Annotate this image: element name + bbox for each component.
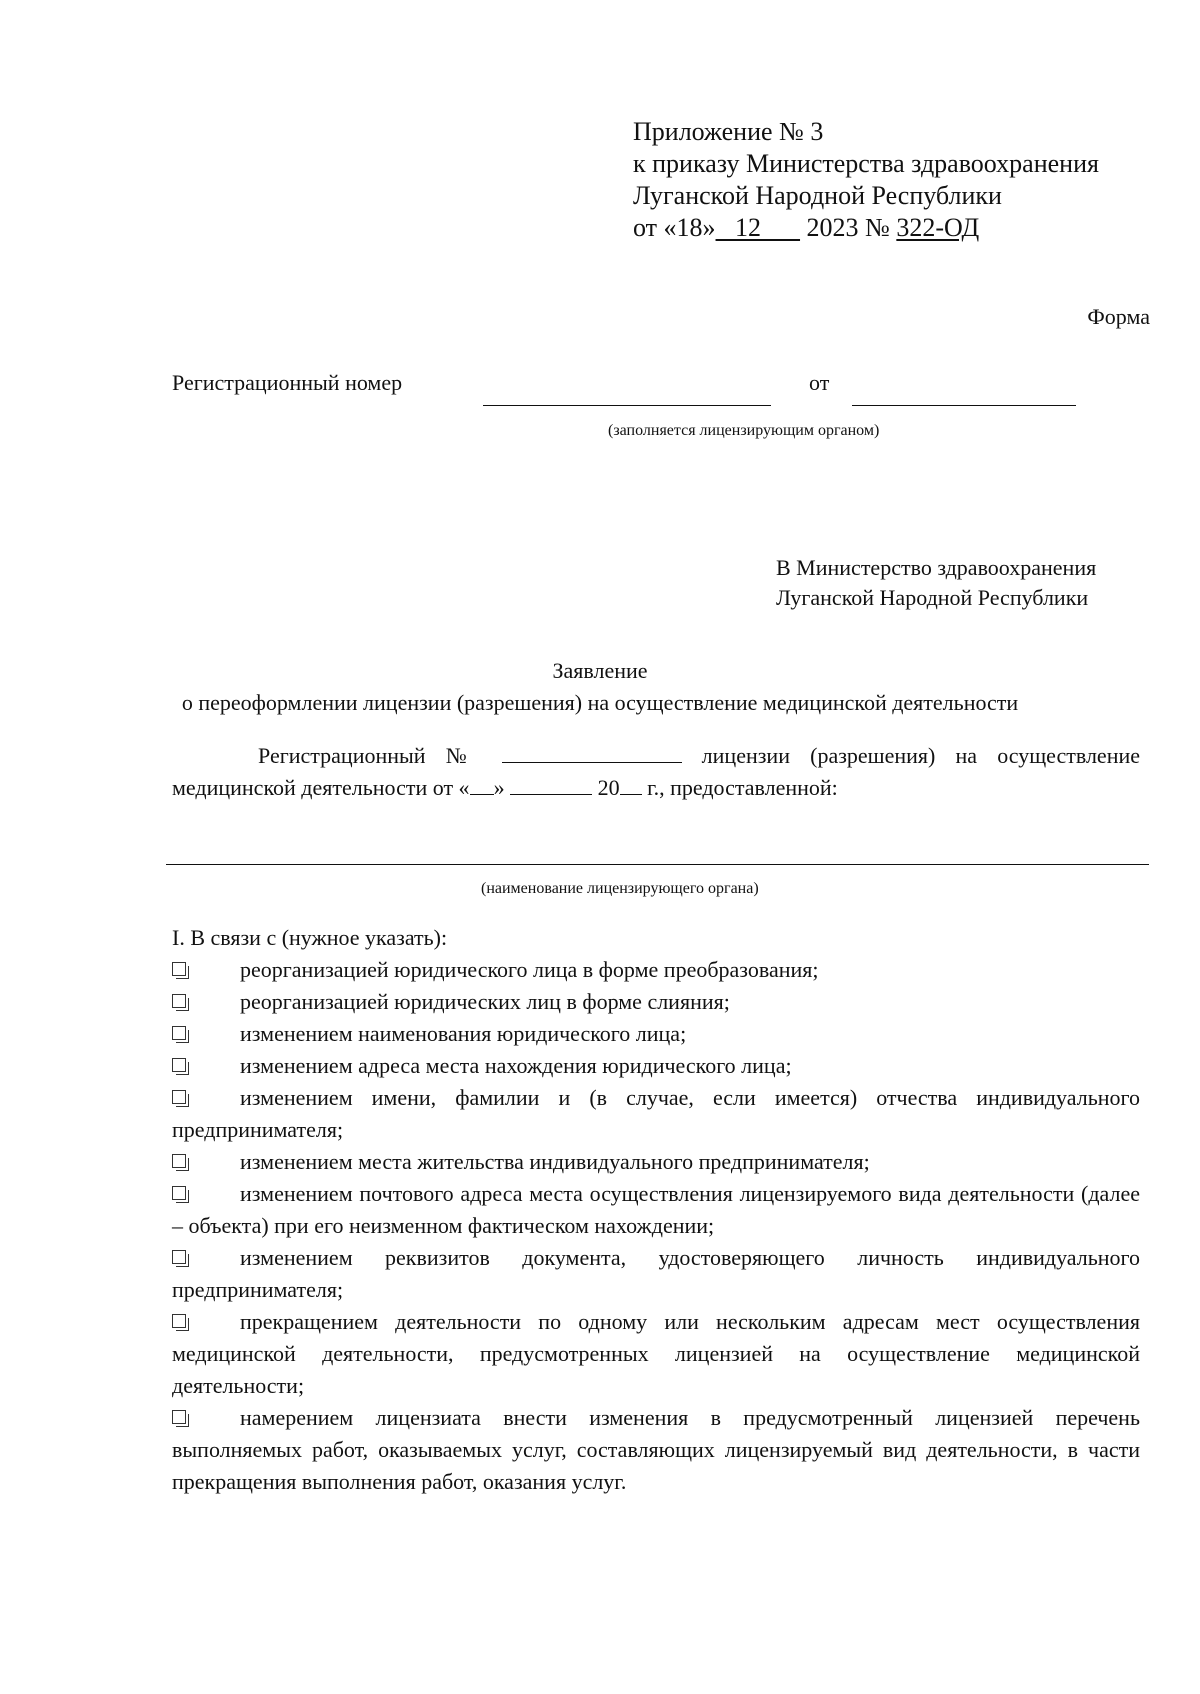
checkbox[interactable]	[172, 1314, 186, 1328]
registration-number-label: Регистрационный номер	[172, 370, 403, 395]
registration-date-field[interactable]	[852, 405, 1076, 406]
reason-item	[172, 986, 1140, 1018]
reason-text: изменением места жительства индивидуального предпринимателя;	[240, 1149, 870, 1174]
license-month-field[interactable]	[510, 774, 592, 795]
reason-text: изменением почтового адреса места осуществления лицензируемого вида деятельности (далее – объекта) при его неизменном фактическом нахождении;	[172, 1181, 1140, 1238]
reason-item	[172, 1178, 1140, 1242]
license-granted-text: г., предоставленной:	[647, 775, 838, 800]
reason-item	[172, 1082, 1140, 1146]
form-label: Форма	[1087, 304, 1150, 329]
checkbox[interactable]	[172, 1058, 186, 1072]
annex-order-number: 322-ОД	[896, 213, 980, 242]
annex-order-ref: к приказу Министерства здравоохранения	[633, 149, 1099, 178]
checkbox[interactable]	[172, 1026, 186, 1040]
reason-item	[172, 954, 1140, 986]
reason-text: изменением реквизитов документа, удостоверяющего личность индивидуального предпринимателя;	[172, 1245, 1140, 1302]
checkbox[interactable]	[172, 994, 186, 1008]
annex-date-prefix: от «18»	[633, 213, 716, 242]
checkbox[interactable]	[172, 1250, 186, 1264]
annex-date-year: 2023 №	[800, 213, 897, 242]
application-title: Заявление	[552, 658, 648, 683]
section-heading: I. В связи с (нужное указать):	[172, 925, 448, 950]
reason-text: реорганизацией юридического лица в форме преобразования;	[240, 957, 819, 982]
reason-text: реорганизацией юридических лиц в форме слияния;	[240, 989, 730, 1014]
license-reg-label: Регистрационный №	[258, 743, 482, 768]
annex-header	[633, 116, 1099, 244]
checkbox[interactable]	[172, 962, 186, 976]
annex-date-month: 12	[715, 213, 801, 242]
checkbox[interactable]	[172, 1410, 186, 1424]
addressee-line-1: В Министерство здравоохранения	[776, 555, 1097, 580]
annex-date	[633, 212, 1099, 244]
reason-item	[172, 1146, 1140, 1178]
license-number-field[interactable]	[502, 742, 682, 763]
license-year-prefix: 20	[597, 775, 620, 800]
reason-text: изменением наименования юридического лица;	[240, 1021, 687, 1046]
annex-number: Приложение № 3	[633, 117, 824, 146]
license-year-field[interactable]	[620, 774, 642, 795]
checkbox[interactable]	[172, 1186, 186, 1200]
license-paragraph	[172, 740, 1140, 804]
reason-text: изменением имени, фамилии и (в случае, если имеется) отчества индивидуального предпринимателя;	[172, 1085, 1140, 1142]
licensing-organ-field[interactable]	[166, 864, 1149, 865]
application-subtitle: о переоформлении лицензии (разрешения) на осуществление медицинской деятельности	[181, 690, 1019, 715]
reason-item	[172, 1402, 1140, 1498]
reasons-section	[172, 922, 1140, 1498]
reason-item	[172, 1306, 1140, 1402]
checkbox[interactable]	[172, 1154, 186, 1168]
reason-item	[172, 1018, 1140, 1050]
registration-number-field[interactable]	[483, 405, 771, 406]
addressee-line-2: Луганской Народной Республики	[776, 585, 1089, 610]
annex-republic: Луганской Народной Республики	[633, 181, 1002, 210]
registration-note: (заполняется лицензирующим органом)	[608, 422, 880, 439]
reason-text: намерением лицензиата внести изменения в предусмотренный лицензией перечень выполняемых работ, оказываемых услуг, составляющих лицензируемый вид деятельности, в части прекращения выполнения работ, оказания услуг.	[172, 1405, 1140, 1494]
reason-text: изменением адреса места нахождения юридического лица;	[240, 1053, 792, 1078]
licensing-organ-note: (наименование лицензирующего органа)	[481, 880, 759, 897]
registration-from-label: от	[809, 370, 830, 395]
license-day-field[interactable]	[470, 774, 494, 795]
reason-text: прекращением деятельности по одному или нескольким адресам мест осуществления медицинской деятельности, предусмотренных лицензией на осуществление медицинской деятельности;	[172, 1309, 1140, 1398]
license-quote-close: »	[493, 775, 505, 800]
reason-item	[172, 1050, 1140, 1082]
addressee	[776, 553, 1096, 613]
checkbox[interactable]	[172, 1090, 186, 1104]
license-text: лицензии (разрешения) на осуществление медицинской деятельности от «	[172, 743, 1141, 800]
reason-item	[172, 1242, 1140, 1306]
